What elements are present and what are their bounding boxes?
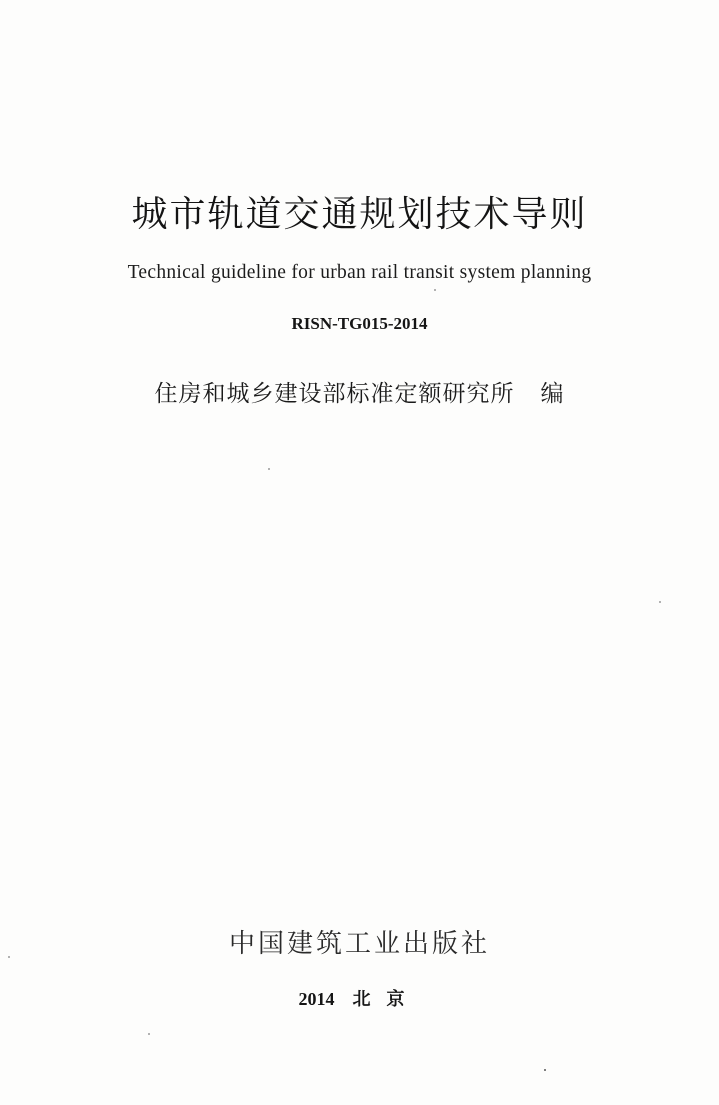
publication-year: 2014 — [298, 989, 335, 1009]
publisher-name: 中国建筑工业出版社 — [228, 929, 490, 959]
page-title: 城市轨道交通规划技术导则 — [131, 194, 588, 235]
scan-speck — [659, 601, 661, 603]
document-code: RISN-TG015-2014 — [291, 314, 428, 333]
scan-speck — [268, 468, 270, 470]
english-title: Technical guideline for urban rail transit system planning — [127, 262, 592, 283]
editor-line — [0, 375, 719, 408]
scan-speck — [148, 1033, 150, 1035]
publication-city: 北京 — [352, 989, 421, 1009]
scan-speck — [8, 956, 10, 958]
editor-name: 住房和城乡建设部标准定额研究所 — [154, 381, 515, 407]
scan-speck — [434, 289, 436, 291]
imprint-line — [0, 985, 719, 1011]
editor-suffix: 编 — [540, 381, 565, 407]
scan-speck — [544, 1069, 546, 1071]
